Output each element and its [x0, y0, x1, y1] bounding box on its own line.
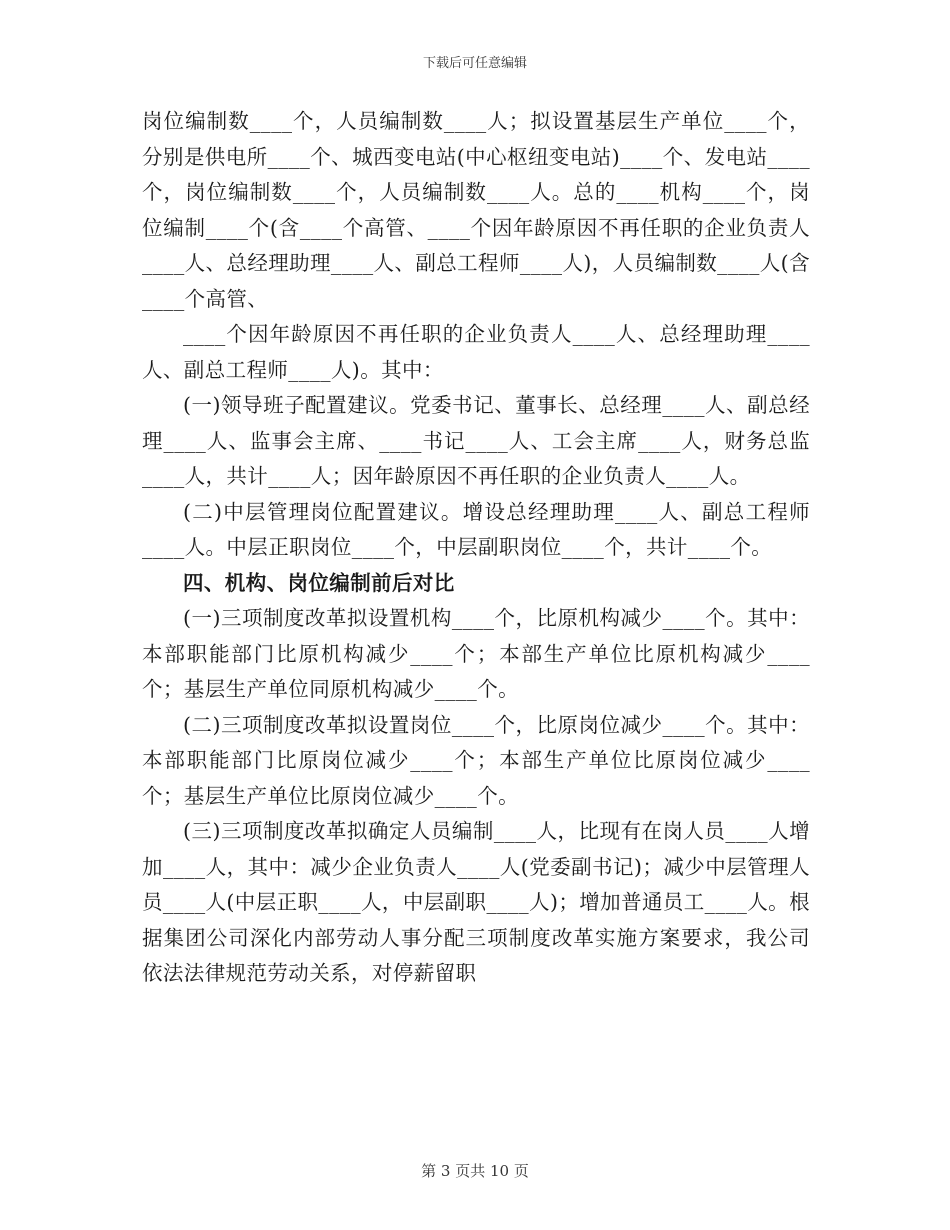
document-body — [142, 104, 810, 992]
paragraph-personnel-comparison: (三)三项制度改革拟确定人员编制____人，比现有在岗人员____人增加____人，其中：减少企业负责人____人(党委副书记)；减少中层管理人员____人(中层正职____人，中层副职____人)；增加普通员工____人。根据集团公司深化内部劳动人事分配三项制度改革实施方案要求，我公司依法法律规范劳动关系，对停薪留职 — [142, 819, 810, 985]
paragraph-institution-comparison: (一)三项制度改革拟设置机构____个，比原机构减少____个。其中：本部职能部门比原机构减少____个；本部生产单位比原机构减少____个；基层生产单位同原机构减少____个。 — [142, 606, 810, 701]
paragraph-leadership-config: (一)领导班子配置建议。党委书记、董事长、总经理____人、副总经理____人、监事会主席、____书记____人、工会主席____人，财务总监____人，共计____人；因年龄原因不再任职的企业负责人____人。 — [142, 393, 810, 488]
page-footer: 第 3 页共 10 页 — [421, 1162, 529, 1180]
page-header: 下载后可任意编辑 — [422, 56, 527, 71]
paragraph-staffing-summary: 岗位编制数____个，人员编制数____人；拟设置基层生产单位____个，分别是供电所____个、城西变电站(中心枢纽变电站)____个、发电站____个，岗位编制数____个，人员编制数____人。总的____机构____个，岗位编制____个(含____个高管、____个因年龄原因不再任职的企业负责人____人、总经理助理____人、副总工程师____人)，人员编制数____人(含____个高管、 — [142, 109, 810, 311]
paragraph-middle-management-config: (二)中层管理岗位配置建议。增设总经理助理____人、副总工程师____人。中层正职岗位____个，中层副职岗位____个，共计____个。 — [142, 499, 810, 559]
section-heading-comparison: 四、机构、岗位编制前后对比 — [183, 570, 455, 595]
paragraph-staffing-continued: ____个因年龄原因不再任职的企业负责人____人、总经理助理____人、副总工程师____人)。其中： — [142, 322, 810, 382]
paragraph-position-comparison: (二)三项制度改革拟设置岗位____个，比原岗位减少____个。其中：本部职能部门比原岗位减少____个；本部生产单位比原岗位减少____个；基层生产单位比原岗位减少____个。 — [142, 712, 810, 808]
